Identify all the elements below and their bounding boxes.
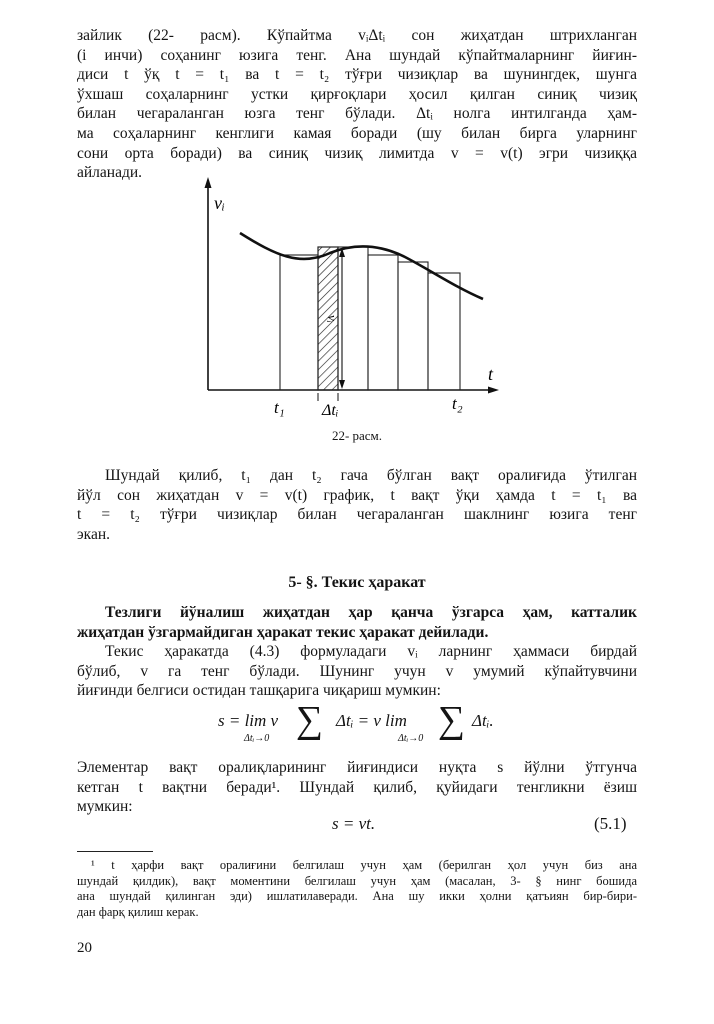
text-line: ўхшаш соҳаларнинг устки қирғоқлари ҳосил қилган синиқ чизиқ [77,85,637,103]
text-line: (i инчи) соҳанинг юзига тенг. Ана шундай кўпайтмаларнинг йиғин- [77,46,637,64]
formula-sub-2: Δtᵢ→0 [398,733,424,744]
strip-rect [280,255,318,390]
text-line: экан. [77,525,110,543]
formula-s-equals-vt: s = vt. [332,814,376,833]
formula-lhs: s = lim v [218,711,279,730]
footnote-rule [77,851,153,852]
footnote-line: ана шундай қилинган эди) ишлатилаверади. Ана шу икки ҳолни қатъиян бир-бири- [77,889,637,903]
text-line: бўлиб, v га тенг бўлади. Шунинг учун v умумий кўпайтувчини [77,662,637,680]
text-line: мумкин: [77,798,133,816]
section-title: 5- §. Текис ҳаракат [288,574,426,591]
formula-sub-1: Δtᵢ→0 [244,733,270,744]
text-line: Текис ҳаракатда (4.3) формуладаги vᵢ ларнинг ҳаммаси бирдай [105,643,637,660]
text-line: зайлик (22- расм). Кўпайтма vᵢΔtᵢ сон жиҳатдан штрихланган [77,27,637,44]
paragraph-figure-explanation [77,26,637,183]
figure-caption: 22- расм. [331,428,383,443]
formula-mid: Δtᵢ = v lim [336,711,407,730]
x-axis-label: t [488,364,494,384]
page-number: 20 [77,940,92,956]
footnote-line: шундай қилдик), вақт моментини белгилаш учун ҳам (масалан, 3- § нинг бошида [77,873,637,888]
paragraph-elementary-intervals [77,758,637,817]
velocity-curve [240,233,483,299]
strip-rect [368,255,398,390]
text-line: айланади. [77,164,143,182]
paragraph-conclusion [77,466,637,544]
footnote-line: ¹ t ҳарфи вақт оралиғини белгилаш учун ҳам (берилган ҳол учун биз ана [91,858,637,872]
text-line: диси t ўқ t = t₁ ва t = t₂ тўғри чизиқлар ва шунингдек, шунга [77,66,637,84]
footnote [77,858,637,920]
sigma-symbol-2: ∑ [438,699,466,741]
y-axis-arrow [205,177,212,188]
formula-sum-limit [218,699,518,755]
text-line: ма соҳаларнинг кенглиги камая боради (шу билан бирга уларнинг [77,124,637,142]
y-axis-label: vᵢ [214,193,225,213]
text-line: билан чегараланган юзга тенг бўлади. Δtᵢ нолга интилганда ҳам- [77,105,637,123]
text-line: кетган t вақтни беради¹. Шундай қилиб, қуйидаги тенгликни ёзиш [77,778,637,796]
paragraph-uniform-motion [77,642,637,701]
t1-label: t₁ [274,398,285,417]
vi-arrow-head-bottom [339,380,345,389]
footnote-line: дан фарқ қилиш керак. [77,904,199,919]
text-line: Тезлиги йўналиш жиҳатдан ҳар қанча ўзгарса ҳам, катталик [105,604,637,621]
x-axis-arrow [488,387,499,394]
text-line: сони орта боради) ва синиқ чизиқ лимитда v = v(t) эгри чизиққа [77,144,637,162]
t2-label: t₂ [452,394,463,413]
text-line: Элементар вақт оралиқларининг йиғиндиси нуқта s йўлни ўтгунча [77,759,637,776]
figure-22-velocity-graph [190,175,510,425]
paragraph-definition [77,603,637,642]
dt-label: Δtᵢ [322,402,339,419]
vi-label: vᵢ [325,315,340,323]
text-line: Шундай қилиб, t₁ дан t₂ гача бўлган вақт оралиғида ўтилган [105,467,637,484]
text-line: йўл сон жиҳатдан v = v(t) график, t вақт ўқи ҳамда t = t₁ ва [77,486,637,504]
text-line: йиғинди белгиси остидан ташқарига чиқариш мумкин: [77,682,441,700]
formula-number: (5.1) [594,814,627,833]
text-line: жиҳатдан ўзгармайдиган ҳаракат текис ҳаракат дейилади. [77,623,489,641]
sigma-symbol-1: ∑ [296,699,324,741]
formula-end: Δtᵢ. [472,711,494,730]
text-line: t = t₂ тўғри чизиқлар билан чегараланган шаклнинг юзига тенг [77,506,637,524]
strip-rect [398,262,428,390]
strip-rect [428,273,460,390]
